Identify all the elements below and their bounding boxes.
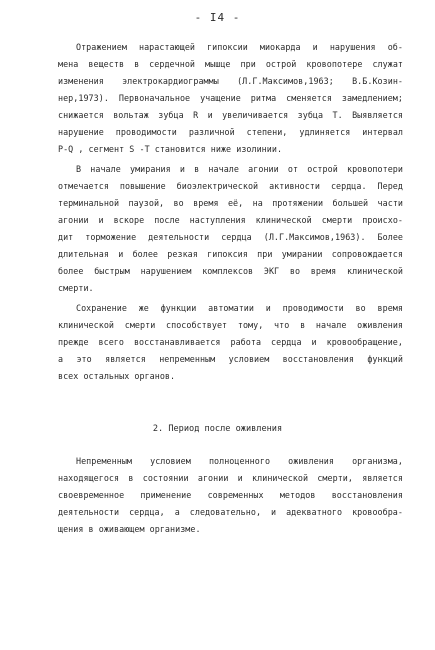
paragraph-2-line-8: смерти. (58, 283, 94, 293)
paragraph-2-line-1: В начале умирания и в начале агонии от острой кровопотери (76, 164, 403, 174)
paragraph-1-line-3: изменения электрокардиограммы (Л.Г.Максимов,1963; В.Б.Козин- (58, 76, 403, 86)
paragraph-2-line-6: длительная и более резкая гипоксия при умирании сопровождается (58, 249, 403, 259)
section-paragraph-line-5: щения в оживающем организме. (58, 524, 201, 534)
paragraph-1-line-2: мена веществ в сердечной мышце при острой кровопотере служат (58, 59, 403, 69)
paragraph-1-line-6: нарушение проводимости различной степени, удлиняется интервал (58, 127, 403, 137)
paragraph-1-line-4: нер,1973). Первоначальное учащение ритма сменяется замедлением; (58, 93, 403, 103)
section-paragraph-line-4: деятельности сердца, а следовательно, и адекватного кровообра- (58, 507, 403, 517)
paragraph-3-line-1: Сохранение же функции автоматии и проводимости во время (76, 303, 403, 313)
paragraph-3-line-4: а это является непременным условием восстановления функций (58, 354, 403, 364)
paragraph-3-line-3: прежде всего восстанавливается работа сердца и кровообращение, (58, 337, 403, 347)
paragraph-3-line-5: всех остальных органов. (58, 371, 176, 381)
paragraph-2-line-2: отмечается повышение биоэлектрической активности сердца. Перед (58, 181, 403, 191)
paragraph-1-line-7: P-Q , сегмент S -T становится ниже изолинии. (58, 144, 283, 154)
section-paragraph-line-2: находящегося в состоянии агонии и клинической смерти, является (58, 473, 403, 483)
section-heading: 2. Период после оживления (152, 424, 283, 434)
section-paragraph-line-3: своевременное применение современных методов восстановления (58, 490, 403, 500)
paragraph-2-line-5: дит торможение деятельности сердца (Л.Г.Максимов,1963). Более (58, 232, 403, 242)
paragraph-1-line-1: Отражением нарастающей гипоксии миокарда и нарушения об- (76, 42, 403, 52)
page-number: - I4 - (194, 11, 241, 24)
paragraph-1-line-5: снижается вольтаж зубца R и увеличивается зубца Т. Выявляется (58, 110, 403, 120)
paragraph-2-line-3: терминальной паузой, во время её, на протяжении большей части (58, 198, 403, 208)
paragraph-3-line-2: клинической смерти способствует тому, что в начале оживления (58, 320, 403, 330)
paragraph-2-line-7: более быстрым нарушением комплексов ЭКГ во время клинической (58, 266, 403, 276)
section-paragraph-line-1: Непременным условием полноценного оживления организма, (76, 456, 403, 466)
paragraph-2-line-4: агонии и вскоре после наступления клинической смерти происхо- (58, 215, 403, 225)
